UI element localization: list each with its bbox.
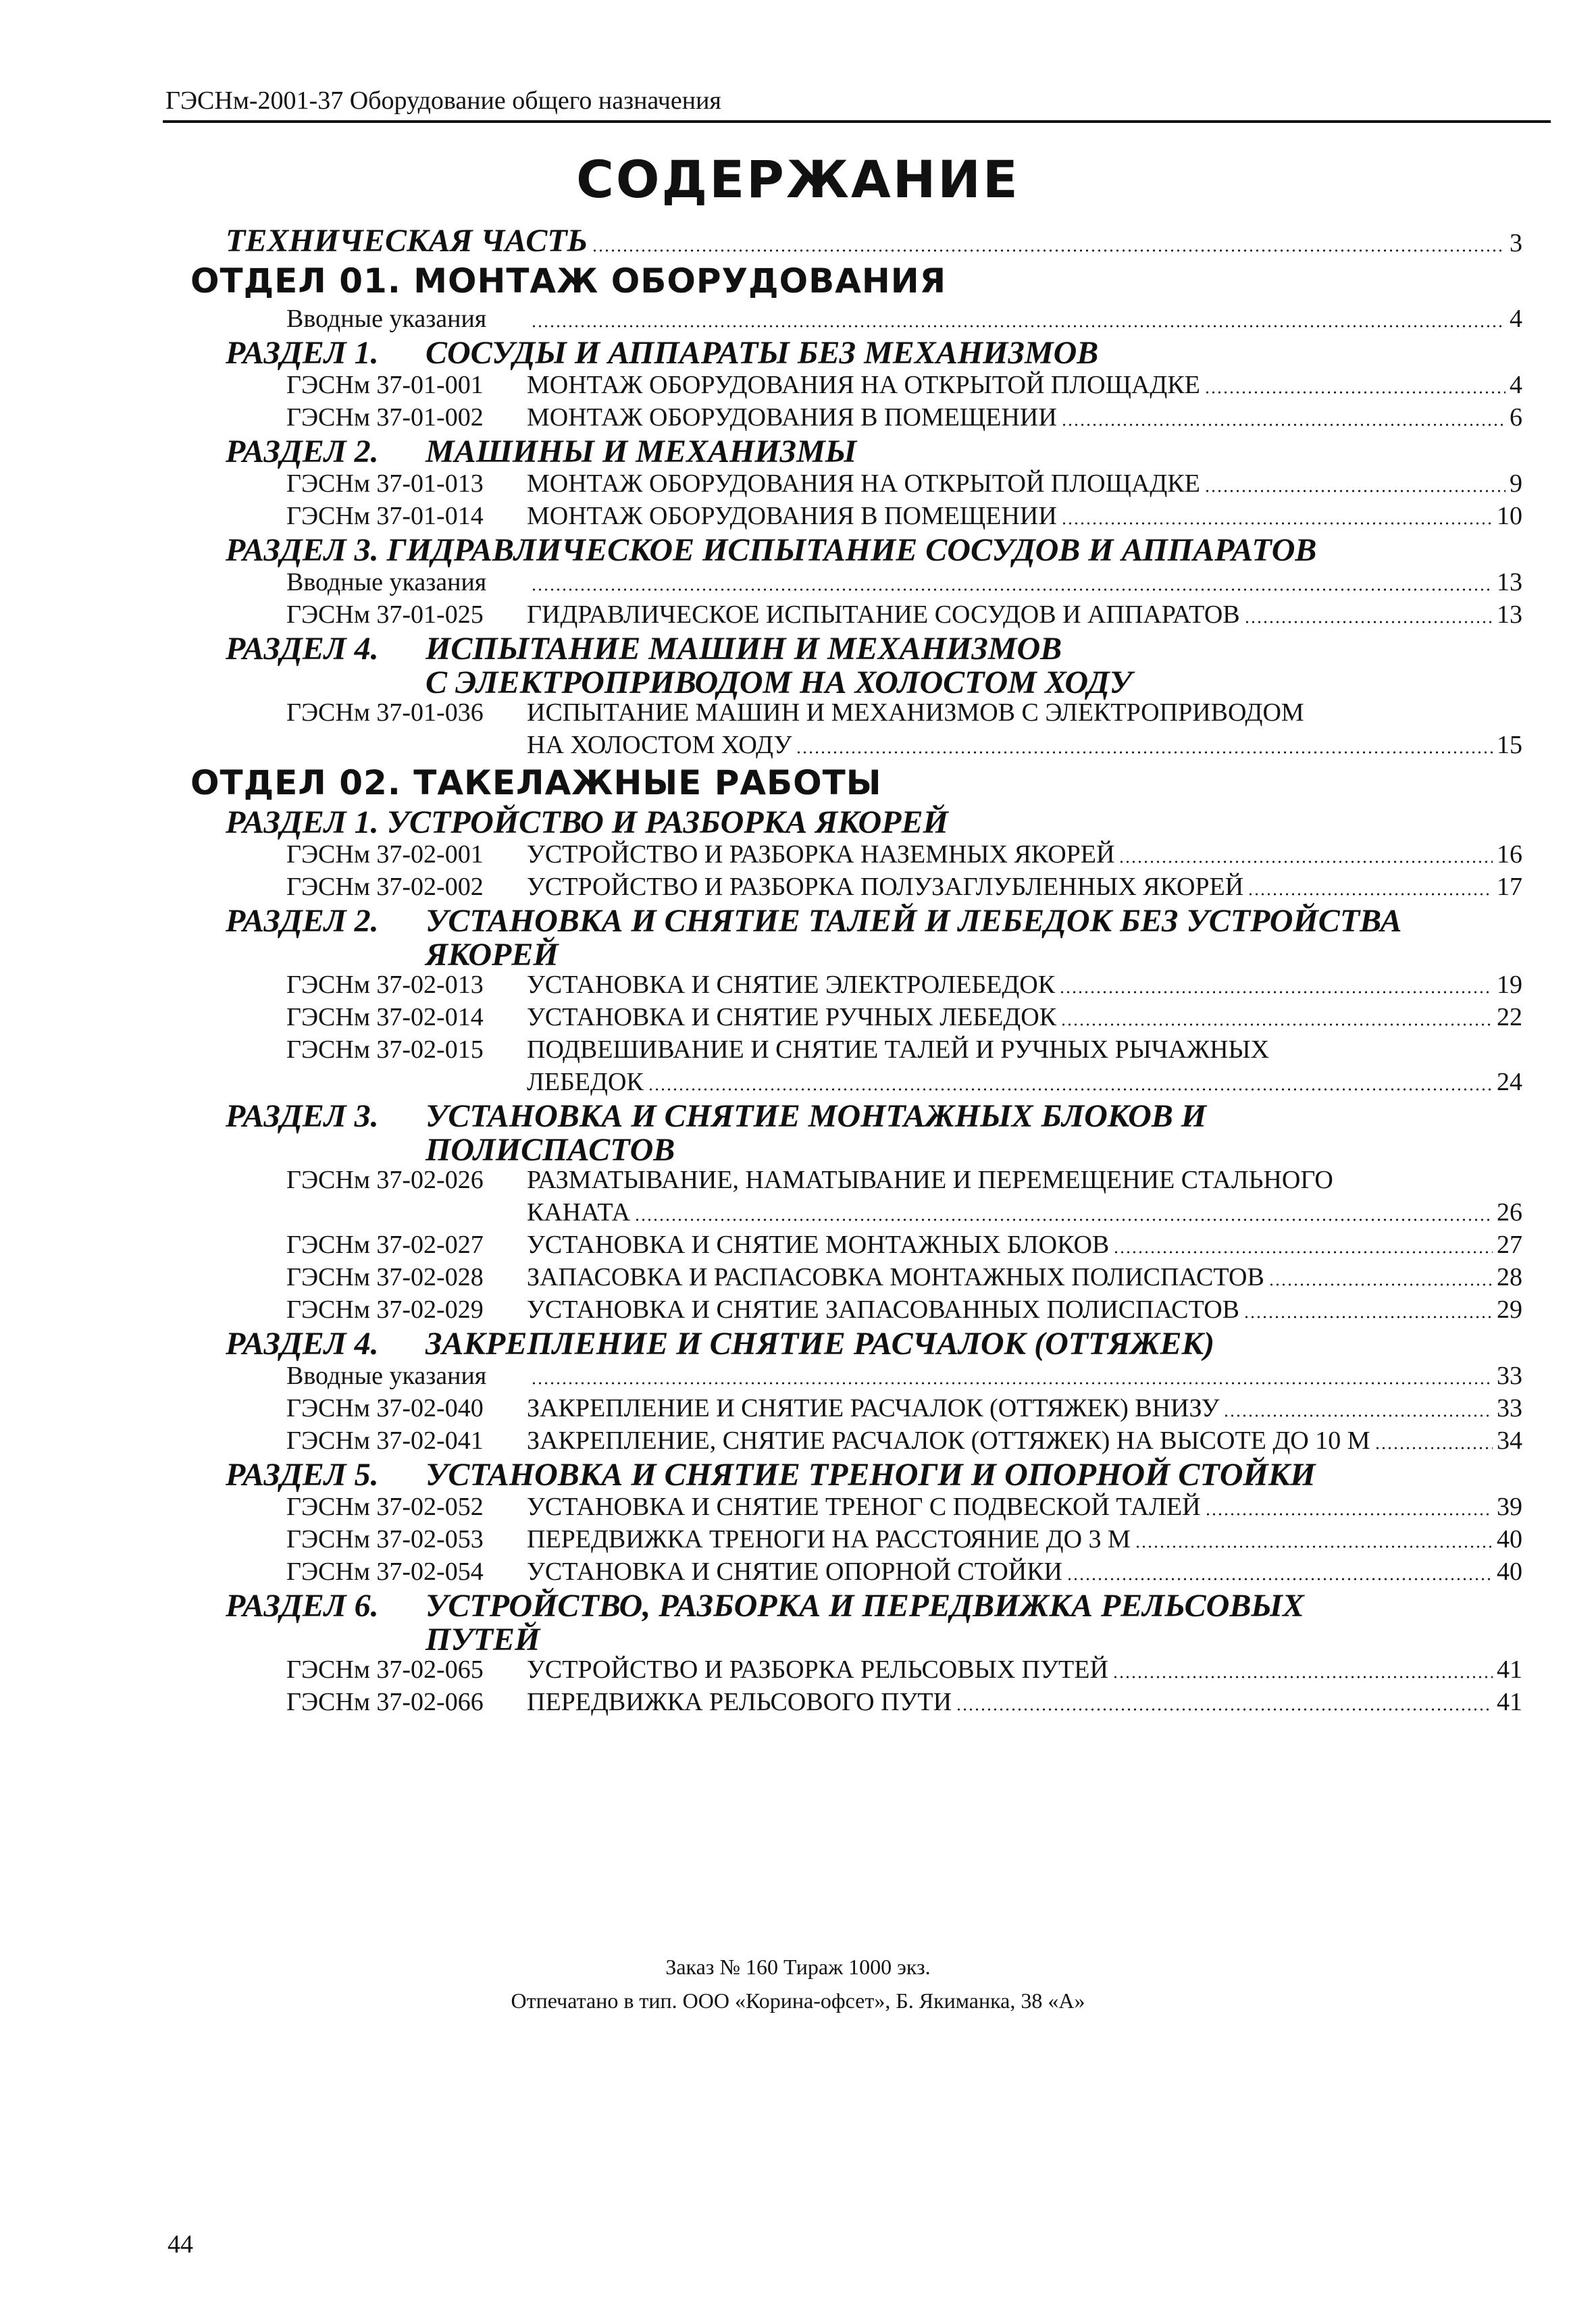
dot-leader	[634, 1218, 1493, 1221]
norm-code: ГЭСНм 37-01-014	[286, 502, 484, 530]
dot-leader	[1112, 1676, 1493, 1678]
dot-leader	[1205, 1513, 1493, 1516]
section-label: РАЗДЕЛ 6.	[226, 1588, 379, 1624]
norm-code: ГЭСНм 37-02-027	[286, 1231, 484, 1259]
toc-section-heading	[0, 631, 1596, 665]
toc-section-heading-continued	[0, 665, 1596, 700]
toc-entry-title: УСТРОЙСТВО И РАЗБОРКА НАЗЕМНЫХ ЯКОРЕЙ	[527, 840, 1115, 869]
section-title: УСТАНОВКА И СНЯТИЕ ТАЛЕЙ И ЛЕБЕДОК БЕЗ УСТРОЙСТВА	[426, 903, 1402, 939]
dot-leader	[1223, 1414, 1493, 1417]
toc-department-02	[0, 761, 1596, 804]
toc-entry-title: МОНТАЖ ОБОРУДОВАНИЯ НА ОТКРЫТОЙ ПЛОЩАДКЕ	[527, 371, 1200, 399]
toc-entry[interactable]	[0, 696, 1596, 729]
running-header: ГЭСНм-2001-37 Оборудование общего назначения	[165, 86, 721, 115]
section-title: ПУТЕЙ	[426, 1622, 540, 1657]
dot-leader	[1247, 893, 1493, 896]
toc-page-number: 17	[1497, 873, 1522, 901]
toc-entry-title: УСТАНОВКА И СНЯТИЕ ОПОРНОЙ СТОЙКИ	[527, 1558, 1062, 1586]
norm-code: ГЭСНм 37-01-001	[286, 371, 484, 399]
toc-entry-title: КАНАТА	[527, 1198, 631, 1227]
toc-entry-intro[interactable]	[0, 566, 1596, 598]
toc-entry[interactable]	[0, 467, 1596, 500]
toc-page-number: 4	[1510, 305, 1522, 333]
dot-leader	[1061, 423, 1505, 426]
toc-section-heading	[0, 1098, 1596, 1132]
section-label: РАЗДЕЛ 4.	[226, 631, 379, 667]
toc-entry[interactable]	[0, 1523, 1596, 1555]
toc-entry-title: МОНТАЖ ОБОРУДОВАНИЯ В ПОМЕЩЕНИИ	[527, 502, 1057, 530]
department-heading: ОТДЕЛ 01. МОНТАЖ ОБОРУДОВАНИЯ	[190, 261, 947, 301]
toc-entry-title: УСТРОЙСТВО И РАЗБОРКА РЕЛЬСОВЫХ ПУТЕЙ	[527, 1655, 1108, 1684]
toc-entry[interactable]	[0, 1686, 1596, 1718]
dot-leader	[648, 1088, 1493, 1091]
toc-section-heading	[0, 1326, 1596, 1360]
toc-entry[interactable]	[0, 1392, 1596, 1424]
dot-leader	[1066, 1578, 1493, 1580]
dot-leader	[531, 1382, 1493, 1385]
dot-leader	[531, 325, 1505, 328]
toc-page-number: 40	[1497, 1558, 1522, 1586]
order-imprint: Заказ № 160 Тираж 1000 экз.	[665, 1955, 931, 1979]
toc-entry-title: ИСПЫТАНИЕ МАШИН И МЕХАНИЗМОВ С ЭЛЕКТРОПРИВОДОМ	[527, 698, 1304, 727]
section-title: С ЭЛЕКТРОПРИВОДОМ НА ХОЛОСТОМ ХОДУ	[426, 665, 1133, 700]
section-title: УСТРОЙСТВО, РАЗБОРКА И ПЕРЕДВИЖКА РЕЛЬСОВЫХ	[426, 1588, 1304, 1624]
toc-entry-title: ЛЕБЕДОК	[527, 1068, 644, 1096]
dot-leader	[1061, 522, 1493, 525]
toc-section-heading	[0, 335, 1596, 369]
norm-code: ГЭСНм 37-02-040	[286, 1394, 484, 1422]
section-label: РАЗДЕЛ 1.	[226, 335, 379, 371]
toc-entry-title: ПЕРЕДВИЖКА РЕЛЬСОВОГО ПУТИ	[527, 1688, 952, 1716]
dot-leader	[956, 1708, 1493, 1711]
toc-page-number: 6	[1510, 403, 1522, 432]
toc-page-number: 9	[1510, 469, 1522, 498]
norm-code: ГЭСНм 37-02-066	[286, 1688, 484, 1716]
toc-page-number: 27	[1497, 1231, 1522, 1259]
toc-entry[interactable]	[0, 598, 1596, 631]
norm-code: ГЭСНм 37-02-001	[286, 840, 484, 869]
toc-page-number: 34	[1497, 1426, 1522, 1455]
printer-imprint: Отпечатано в тип. ООО «Корина-офсет», Б. Якиманка, 38 «А»	[511, 1988, 1085, 2013]
toc-entry[interactable]	[0, 969, 1596, 1001]
dot-leader	[1374, 1447, 1493, 1449]
toc-page-number: 33	[1497, 1362, 1522, 1390]
section-heading: РАЗДЕЛ 1. УСТРОЙСТВО И РАЗБОРКА ЯКОРЕЙ	[226, 804, 948, 840]
toc-entry-title: УСТАНОВКА И СНЯТИЕ ЗАПАСОВАННЫХ ПОЛИСПАСТОВ	[527, 1295, 1239, 1324]
toc-entry-continued[interactable]	[0, 1196, 1596, 1229]
norm-code: ГЭСНм 37-02-028	[286, 1263, 484, 1291]
toc-entry[interactable]	[0, 1001, 1596, 1033]
dot-leader	[592, 249, 1505, 252]
intro-label: Вводные указания	[286, 568, 487, 596]
dot-leader	[796, 751, 1493, 754]
department-heading: ОТДЕЛ 02. ТАКЕЛАЖНЫЕ РАБОТЫ	[190, 763, 882, 802]
dot-leader	[1244, 621, 1493, 623]
toc-page-number: 22	[1497, 1003, 1522, 1031]
toc-entry-title: ГИДРАВЛИЧЕСКОЕ ИСПЫТАНИЕ СОСУДОВ И АППАРАТОВ	[527, 600, 1240, 629]
toc-section-heading-continued	[0, 937, 1596, 973]
toc-entry[interactable]	[0, 500, 1596, 532]
toc-entry[interactable]	[0, 1261, 1596, 1293]
toc-entry-title: ЗАКРЕПЛЕНИЕ, СНЯТИЕ РАСЧАЛОК (ОТТЯЖЕК) НА ВЫСОТЕ ДО 10 М	[527, 1426, 1370, 1455]
toc-entry-title: РАЗМАТЫВАНИЕ, НАМАТЫВАНИЕ И ПЕРЕМЕЩЕНИЕ СТАЛЬНОГО	[527, 1166, 1333, 1194]
toc-page-number: 39	[1497, 1493, 1522, 1521]
norm-code: ГЭСНм 37-02-002	[286, 873, 484, 901]
toc-entry-intro[interactable]	[0, 1360, 1596, 1392]
toc-page-number: 41	[1497, 1688, 1522, 1716]
section-heading: РАЗДЕЛ 3. ГИДРАВЛИЧЕСКОЕ ИСПЫТАНИЕ СОСУДОВ И АППАРАТОВ	[226, 532, 1317, 568]
norm-code: ГЭСНм 37-02-041	[286, 1426, 484, 1455]
norm-code: ГЭСНм 37-02-053	[286, 1525, 484, 1553]
toc-section-heading	[0, 434, 1596, 467]
toc-section-heading	[0, 804, 1596, 838]
dot-leader	[1135, 1545, 1493, 1548]
dot-leader	[1113, 1251, 1493, 1254]
toc-entry[interactable]	[0, 1164, 1596, 1196]
toc-entry-title: ЗАКРЕПЛЕНИЕ И СНЯТИЕ РАСЧАЛОК (ОТТЯЖЕК) ВНИЗУ	[527, 1394, 1220, 1422]
toc-entry-intro[interactable]	[0, 303, 1596, 335]
toc-entry-title: ТЕХНИЧЕСКАЯ ЧАСТЬ	[226, 223, 588, 259]
norm-code: ГЭСНм 37-02-052	[286, 1493, 484, 1521]
toc-department-01	[0, 259, 1596, 303]
page-number: 44	[168, 2230, 193, 2259]
toc-section-heading	[0, 1457, 1596, 1491]
norm-code: ГЭСНм 37-02-054	[286, 1558, 484, 1586]
toc-entry[interactable]	[0, 1653, 1596, 1686]
dot-leader	[1118, 860, 1493, 863]
toc-entry[interactable]	[0, 1229, 1596, 1261]
toc-entry-title: УСТАНОВКА И СНЯТИЕ МОНТАЖНЫХ БЛОКОВ	[527, 1231, 1110, 1259]
toc-entry[interactable]	[0, 369, 1596, 401]
toc-page-number: 26	[1497, 1198, 1522, 1227]
dot-leader	[531, 588, 1493, 591]
toc-page-number: 15	[1497, 731, 1522, 759]
toc-entry[interactable]	[0, 838, 1596, 871]
norm-code: ГЭСНм 37-01-013	[286, 469, 484, 498]
section-title: ЯКОРЕЙ	[426, 937, 559, 973]
toc-section-heading	[0, 903, 1596, 937]
toc-page-number: 19	[1497, 971, 1522, 999]
toc-section-heading-continued	[0, 1622, 1596, 1657]
toc-page-number: 29	[1497, 1295, 1522, 1324]
toc-page-number: 33	[1497, 1394, 1522, 1422]
toc-entry-title: УСТАНОВКА И СНЯТИЕ ТРЕНОГ С ПОДВЕСКОЙ ТАЛЕЙ	[527, 1493, 1201, 1521]
intro-label: Вводные указания	[286, 305, 487, 333]
toc-entry[interactable]	[0, 871, 1596, 903]
toc-entry-title: УСТРОЙСТВО И РАЗБОРКА ПОЛУЗАГЛУБЛЕННЫХ ЯКОРЕЙ	[527, 873, 1244, 901]
toc-entry-title: УСТАНОВКА И СНЯТИЕ ЭЛЕКТРОЛЕБЕДОК	[527, 971, 1056, 999]
section-label: РАЗДЕЛ 2.	[226, 903, 379, 939]
dot-leader	[1059, 991, 1493, 994]
norm-code: ГЭСНм 37-02-026	[286, 1166, 484, 1194]
dot-leader	[1204, 490, 1505, 492]
section-label: РАЗДЕЛ 5.	[226, 1457, 379, 1493]
section-label: РАЗДЕЛ 3.	[226, 1098, 379, 1134]
norm-code: ГЭСНм 37-02-015	[286, 1035, 484, 1064]
section-title: ПОЛИСПАСТОВ	[426, 1132, 675, 1168]
section-title: УСТАНОВКА И СНЯТИЕ ТРЕНОГИ И ОПОРНОЙ СТОЙКИ	[426, 1457, 1316, 1493]
toc-page-number: 10	[1497, 502, 1522, 530]
toc-entry[interactable]	[0, 1293, 1596, 1326]
toc-page-number: 40	[1497, 1525, 1522, 1553]
toc-entry[interactable]	[0, 1491, 1596, 1523]
toc-page-number: 3	[1510, 229, 1522, 257]
toc-section-heading	[0, 532, 1596, 566]
toc-entry[interactable]	[0, 1033, 1596, 1066]
dot-leader	[1204, 391, 1505, 394]
toc-page-number: 16	[1497, 840, 1522, 869]
norm-code: ГЭСНм 37-01-025	[286, 600, 484, 629]
toc-entry-title: МОНТАЖ ОБОРУДОВАНИЯ НА ОТКРЫТОЙ ПЛОЩАДКЕ	[527, 469, 1200, 498]
toc-entry[interactable]	[0, 1555, 1596, 1588]
norm-code: ГЭСНм 37-01-036	[286, 698, 484, 727]
dot-leader	[1060, 1023, 1493, 1026]
table-of-contents	[0, 223, 1596, 1718]
toc-entry-title: УСТАНОВКА И СНЯТИЕ РУЧНЫХ ЛЕБЕДОК	[527, 1003, 1057, 1031]
section-title: СОСУДЫ И АППАРАТЫ БЕЗ МЕХАНИЗМОВ	[426, 335, 1099, 371]
section-title: ЗАКРЕПЛЕНИЕ И СНЯТИЕ РАСЧАЛОК (ОТТЯЖЕК)	[426, 1326, 1215, 1362]
section-title: УСТАНОВКА И СНЯТИЕ МОНТАЖНЫХ БЛОКОВ И	[426, 1098, 1207, 1134]
page-title: СОДЕРЖАНИЕ	[576, 149, 1020, 209]
toc-page-number: 41	[1497, 1655, 1522, 1684]
toc-entry-title: ЗАПАСОВКА И РАСПАСОВКА МОНТАЖНЫХ ПОЛИСПАСТОВ	[527, 1263, 1264, 1291]
norm-code: ГЭСНм 37-02-014	[286, 1003, 484, 1031]
norm-code: ГЭСНм 37-02-029	[286, 1295, 484, 1324]
toc-page-number: 28	[1497, 1263, 1522, 1291]
toc-entry-title: МОНТАЖ ОБОРУДОВАНИЯ В ПОМЕЩЕНИИ	[527, 403, 1057, 432]
toc-entry-title: ПЕРЕДВИЖКА ТРЕНОГИ НА РАССТОЯНИЕ ДО 3 М	[527, 1525, 1131, 1553]
section-label: РАЗДЕЛ 2.	[226, 434, 379, 469]
toc-entry-continued[interactable]	[0, 1066, 1596, 1098]
toc-page-number: 24	[1497, 1068, 1522, 1096]
header-rule	[163, 120, 1551, 123]
norm-code: ГЭСНм 37-01-002	[286, 403, 484, 432]
toc-entry-tech[interactable]	[0, 223, 1596, 259]
toc-entry[interactable]	[0, 1424, 1596, 1457]
toc-section-heading-continued	[0, 1132, 1596, 1168]
toc-entry-title: ПОДВЕШИВАНИЕ И СНЯТИЕ ТАЛЕЙ И РУЧНЫХ РЫЧАЖНЫХ	[527, 1035, 1270, 1064]
toc-entry-continued[interactable]	[0, 729, 1596, 761]
section-title: МАШИНЫ И МЕХАНИЗМЫ	[426, 434, 857, 469]
norm-code: ГЭСНм 37-02-065	[286, 1655, 484, 1684]
dot-leader	[1268, 1283, 1493, 1286]
toc-page-number: 4	[1510, 371, 1522, 399]
toc-page-number: 13	[1497, 600, 1522, 629]
toc-page-number: 13	[1497, 568, 1522, 596]
section-title: ИСПЫТАНИЕ МАШИН И МЕХАНИЗМОВ	[426, 631, 1062, 667]
toc-entry[interactable]	[0, 401, 1596, 434]
section-label: РАЗДЕЛ 4.	[226, 1326, 379, 1362]
norm-code: ГЭСНм 37-02-013	[286, 971, 484, 999]
dot-leader	[1243, 1316, 1493, 1318]
toc-section-heading	[0, 1588, 1596, 1622]
intro-label: Вводные указания	[286, 1362, 487, 1390]
toc-entry-title: НА ХОЛОСТОМ ХОДУ	[527, 731, 792, 759]
